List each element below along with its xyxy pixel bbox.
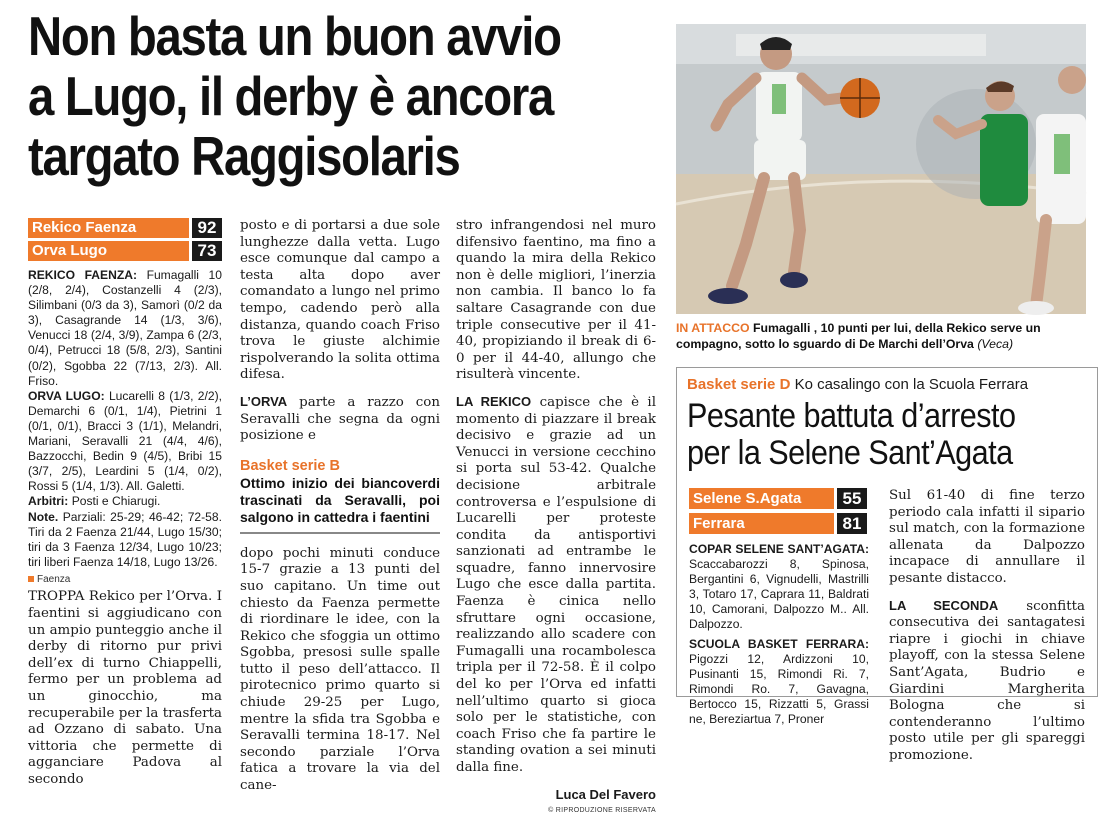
score-row-ferrara (689, 513, 867, 534)
photo-illustration (676, 24, 1086, 314)
arbitri-text: Posti e Chiarugi. (71, 494, 161, 509)
caption-label: IN ATTACCO (676, 321, 750, 335)
box-score-details (28, 268, 222, 570)
headline-line-1: Non basta un buon avvio (28, 5, 561, 67)
scuola-players: Pigozzi 12, Ardizzoni 10, Pusinanti 15, Rimondi Ri. 7, Rimondi Ro. 7, Gavagna, Bertocco 15, Rizzatti 5, Grassi ne, Bereziartua 7, Proner (689, 651, 869, 727)
copar-label: COPAR SELENE SANT’AGATA: (689, 542, 869, 556)
headline-line-3: targato Raggisolaris (28, 125, 460, 187)
basketball-photo (676, 24, 1086, 314)
col3-lead: LA REKICO (456, 393, 532, 409)
sidebar-paragraph-1: Sul 61-40 di fine terzo periodo cala infatti il sipario sul match, con la formazione allenata da Dalpozzo incapace di annullare il pesante distacco. (889, 488, 1085, 586)
main-scoreboard (28, 218, 222, 264)
col1-paragraph (28, 589, 222, 788)
copar-players: Scaccabarozzi 8, Spinosa, Bergantini 6, Vignudelli, Mastrilli 3, Totaro 17, Caprara 11, Baldrati 10, Camorani, Dalpozzo M.. All. Dalpozzo. (689, 557, 869, 632)
copyright: © RIPRODUZIONE RISERVATA (548, 807, 656, 815)
section-subhead: Ottimo inizio dei biancoverdi trascinati da Seravalli, poi salgono in cattedra i faentini (240, 475, 440, 534)
sidebar-body (889, 488, 1085, 765)
sidebar-kicker-section: Basket serie D (687, 376, 791, 393)
team-name: Rekico Faenza (28, 218, 189, 238)
sidebar-scoreboard (689, 488, 867, 538)
team-score: 55 (837, 488, 867, 509)
column-3 (456, 218, 656, 820)
score-row-orva (28, 241, 222, 261)
dateline-square-icon (28, 576, 34, 582)
column-2 (240, 218, 440, 795)
team-score: 81 (837, 513, 867, 534)
rekico-players: Fumagalli 10 (2/8, 2/4), Costanzelli 4 (2/3), Silimbani (0/3 da 3), Samorì (0/2 da 3), Casagrande 14 (1/3, 3/6), Venucci 18 (2/4, 3/9), Zampa 6 (2/3, 0/4), Petrucci 18 (5/8, 2/3), Santini (0/2), Sgobba 22 (7/13, 2/3). All. Friso. (28, 268, 222, 388)
col2-paragraph-2 (240, 394, 440, 445)
author: Luca Del Favero (555, 786, 656, 802)
col3-paragraph-2 (456, 394, 656, 777)
orva-label: ORVA LUGO: (28, 388, 105, 403)
col2-paragraph-3: dopo pochi minuti conduce 15-7 grazie a 13 punti del suo capitano. Un time out chiesto da Faenza permette di riordinare le idee, con la Rekico che sfoggia un ottimo Sgobba, presosi sulle spalle tutto il peso dell’attacco. Il pirotecnico primo quarto si chiude 29-25 per Lugo, mentre la sfida tra Sgobba e Seravalli termina 18-17. Nel secondo parziale l’Orva fatica a trovare la via del cane- (240, 545, 440, 794)
note-text: Parziali: 25-29; 46-42; 72-58. Tiri da 2 Faenza 21/44, Lugo 15/30; tiri da 3 Faenza 12/34, Lugo 10/23; tiri liberi Faenza 14/18, Lugo 13/26. (28, 509, 222, 569)
col2-paragraph-1: posto e di portarsi a due sole lunghezze dalla vetta. Lugo esce comunque dal campo a testa alta dopo aver comandato a lungo nel primo tempo, cadendo però alla distanza, quando coach Friso trova le giuste alchimie rispolverando la solita ottima difesa. (240, 218, 440, 383)
sidebar-paragraph-2 (889, 598, 1085, 765)
sidebar-title-line-1: Pesante battuta d’arresto (687, 397, 1016, 435)
sidebar-lead: LA SECONDA (889, 597, 999, 613)
col2-text: parte a razzo con Seravalli che segna da ogni posizione e (240, 394, 440, 444)
arbitri-label: Arbitri: (28, 494, 69, 509)
team-name: Selene S.Agata (689, 488, 834, 509)
dateline-text: Faenza (37, 573, 71, 585)
sidebar-title (687, 398, 1047, 472)
caption-credit: (Veca) (977, 337, 1014, 351)
orva-players: Lucarelli 8 (1/3, 2/2), Demarchi 6 (0/1, 1/4), Pietrini 1 (0/1, 0/1), Bracci 3 (1/1), Melandri, Mariani, Seravalli 21 (4/4, 4/6), Bazzocchi, Bedin 9 (4/5), Bribi 15 (3/7, 2/5), Leardini 5 (1/4, 0/2), Rossi 5 (1/4, 1/3). All. Galetti. (28, 388, 222, 494)
photo-caption (676, 320, 1086, 352)
sidebar-box-score (689, 542, 869, 727)
column-1 (28, 268, 222, 789)
team-name: Ferrara (689, 513, 834, 534)
team-score: 92 (192, 218, 222, 238)
section-kicker: Basket serie B (240, 457, 340, 474)
sidebar-article (676, 367, 1098, 763)
note-label: Note. (28, 509, 59, 524)
sidebar-title-line-2: per la Selene Sant’Agata (687, 434, 1013, 472)
sidebar-kicker (687, 376, 1028, 394)
col3-text: capisce che è il momento di piazzare il break decisivo e grazie ad un Venucci in versione cecchino si porta sul 53-42. Qualche decisione arbitrale controversa e l’espulsione di Lucarelli per proteste condita da antisportivi sanzionati ad entrambe le squadre, fanno innervosire Lugo che esce dalla partita. Faenza è cinica nello sfruttare ogni occasione, realizzando allo scadere con Fumagalli una rocambolesca tripla per il 72-58. È il colpo del ko per l’Orva ed infatti nell’ultimo quarto si gioca solo per le statistiche, con coach Friso che fa partire le standing ovation a sei minuti dalla fine. (456, 394, 656, 775)
score-row-selene (689, 488, 867, 509)
col1-lead: TROPPA (28, 589, 85, 605)
team-name: Orva Lugo (28, 241, 189, 261)
headline-line-2: a Lugo, il derby è ancora (28, 65, 553, 127)
col2-subhead-block (240, 457, 440, 534)
score-row-rekico (28, 218, 222, 238)
caption-text: Fumagalli , 10 punti per lui, della Rekico serve un compagno, sotto lo sguardo di De Marchi dell’Orva (676, 321, 1041, 351)
col1-text: Rekico per l’Orva. I faentini si aggiudicano con un ampio punteggio anche il derby di ritorno pur privi dell’ex di turno Chiappelli, fermo per un problema ad un ginocchio, ma recuperabile per la trasferta ad Ozzano di sabato. Una vittoria che permette di agganciare Padova al secondo (28, 589, 222, 787)
headline (28, 6, 570, 186)
rekico-label: REKICO FAENZA: (28, 268, 137, 282)
dateline (28, 572, 222, 589)
col2-lead: L’ORVA (240, 393, 288, 409)
sidebar-kicker-text: Ko casalingo con la Scuola Ferrara (794, 376, 1029, 393)
team-score: 73 (192, 241, 222, 261)
scuola-label: SCUOLA BASKET FERRARA: (689, 636, 869, 651)
col3-paragraph-1: stro infrangendosi nel muro difensivo faentino, ma fino a quando la mira della Rekico non è delle migliori, l’inerzia non cambia. Il banco lo fa saltare Casagrande con due triple consecutive per il 41-40, propiziando il break di 6-0 per il 44-40, allungo che risulterà vincente. (456, 218, 656, 383)
sidebar-text: sconfitta consecutiva dei santagatesi riapre i giochi in chiave playoff, con la stessa Selene Sant’Agata, Budrio e Giardini Margherita Bologna che si contenderanno l’ultimo posto utile per gli spareggi promozione. (889, 598, 1085, 763)
